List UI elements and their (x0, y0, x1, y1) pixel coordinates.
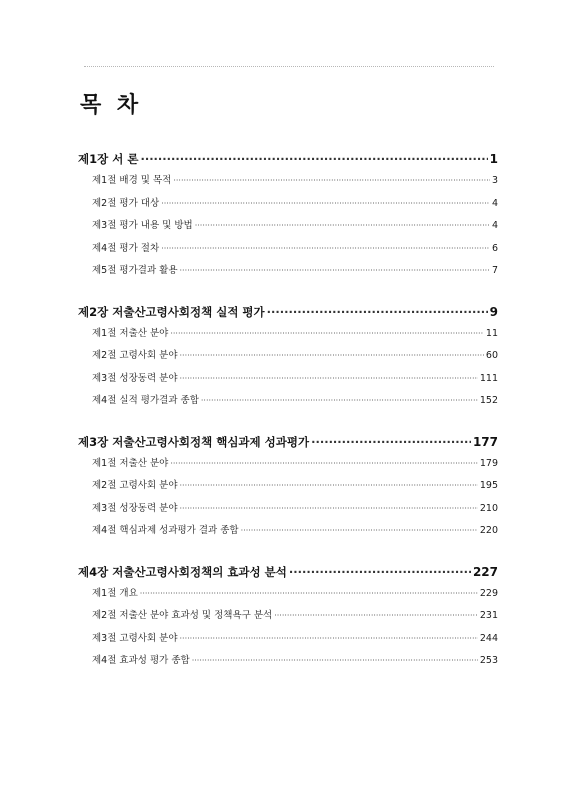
dot-leader (173, 170, 490, 193)
section-entry[interactable] (78, 345, 498, 368)
section-page-number: 11 (485, 327, 498, 339)
section-page-number: 7 (491, 265, 498, 276)
section-title: 제1절 배경 및 목적 (92, 175, 172, 186)
dot-leader (289, 561, 471, 583)
section-title: 제4절 핵심과제 성과평가 결과 종합 (92, 525, 239, 536)
section-title: 제4절 효과성 평가 종합 (92, 655, 190, 666)
dot-leader (201, 390, 478, 413)
dot-leader (180, 498, 478, 521)
page-title: 목 차 (80, 93, 143, 118)
dot-leader (140, 148, 487, 170)
section-entry[interactable] (78, 520, 498, 543)
section-title: 제3절 성장동력 분야 (92, 502, 178, 514)
section-title: 제3절 고령사회 분야 (92, 632, 178, 644)
section-entry[interactable] (78, 323, 498, 346)
section-entry[interactable] (78, 170, 498, 193)
section-title: 제4절 실적 평가결과 종합 (92, 395, 199, 406)
dot-leader (180, 345, 484, 368)
chapter-entry[interactable] (78, 301, 498, 323)
dot-leader (241, 520, 478, 543)
section-page-number: 111 (479, 372, 498, 384)
group-spacer (78, 413, 498, 431)
section-title: 제3절 성장동력 분야 (92, 372, 178, 384)
section-page-number: 220 (479, 525, 498, 536)
section-title: 제2절 평가 대상 (92, 197, 160, 209)
section-title: 제1절 개요 (92, 587, 138, 599)
dot-leader (161, 238, 490, 261)
chapter-group-1 (78, 148, 498, 283)
dot-leader (140, 583, 478, 606)
chapter-title: 제1장 서 론 (78, 152, 139, 166)
section-entry[interactable] (78, 238, 498, 261)
section-page-number: 3 (491, 175, 498, 186)
dot-leader (274, 605, 478, 628)
section-page-number: 4 (491, 197, 498, 209)
chapter-group-2 (78, 301, 498, 413)
section-title: 제1절 저출산 분야 (92, 327, 169, 339)
dot-leader (170, 323, 484, 346)
section-entry[interactable] (78, 215, 498, 238)
section-title: 제5절 평가결과 활용 (92, 265, 178, 276)
section-entry[interactable] (78, 650, 498, 673)
section-entry[interactable] (78, 605, 498, 628)
chapter-title: 제4장 저출산고령사회정책의 효과성 분석 (78, 564, 287, 579)
table-of-contents (78, 140, 498, 673)
section-page-number: 195 (479, 480, 498, 491)
section-page-number: 244 (479, 632, 498, 644)
header-rule (84, 66, 494, 67)
dot-leader (311, 431, 471, 453)
dot-leader (180, 475, 478, 498)
dot-leader (180, 368, 478, 391)
section-page-number: 231 (479, 610, 498, 621)
dot-leader (180, 628, 478, 651)
section-page-number: 60 (485, 350, 498, 361)
dot-leader (161, 193, 490, 216)
group-spacer (78, 283, 498, 301)
section-entry[interactable] (78, 498, 498, 521)
chapter-page-number: 177 (472, 434, 498, 449)
dot-leader (192, 650, 478, 673)
section-entry[interactable] (78, 475, 498, 498)
chapter-group-4 (78, 561, 498, 673)
section-entry[interactable] (78, 368, 498, 391)
section-title: 제4절 평가 절차 (92, 242, 160, 254)
section-title: 제2절 고령사회 분야 (92, 350, 178, 361)
chapter-entry[interactable] (78, 148, 498, 170)
dot-leader (180, 260, 490, 283)
section-title: 제2절 저출산 분야 효과성 및 정책욕구 분석 (92, 610, 273, 621)
dot-leader (170, 453, 478, 476)
section-entry[interactable] (78, 628, 498, 651)
dot-leader (195, 215, 490, 238)
section-entry[interactable] (78, 260, 498, 283)
chapter-entry[interactable] (78, 561, 498, 583)
section-page-number: 253 (479, 655, 498, 666)
section-page-number: 229 (479, 587, 498, 599)
chapter-page-number: 227 (472, 564, 498, 579)
chapter-page-number: 9 (489, 304, 498, 319)
dot-leader (267, 301, 488, 323)
section-title: 제3절 평가 내용 및 방법 (92, 220, 193, 231)
chapter-group-3 (78, 431, 498, 543)
section-page-number: 210 (479, 502, 498, 514)
section-page-number: 6 (491, 242, 498, 254)
section-page-number: 4 (491, 220, 498, 231)
chapter-title: 제2장 저출산고령사회정책 실적 평가 (78, 304, 265, 319)
chapter-title: 제3장 저출산고령사회정책 핵심과제 성과평가 (78, 434, 310, 449)
section-title: 제2절 고령사회 분야 (92, 480, 178, 491)
section-entry[interactable] (78, 583, 498, 606)
section-entry[interactable] (78, 453, 498, 476)
section-page-number: 152 (479, 395, 498, 406)
chapter-entry[interactable] (78, 431, 498, 453)
section-entry[interactable] (78, 390, 498, 413)
section-entry[interactable] (78, 193, 498, 216)
section-title: 제1절 저출산 분야 (92, 457, 169, 469)
group-spacer (78, 543, 498, 561)
section-page-number: 179 (479, 457, 498, 469)
chapter-page-number: 1 (489, 152, 498, 166)
